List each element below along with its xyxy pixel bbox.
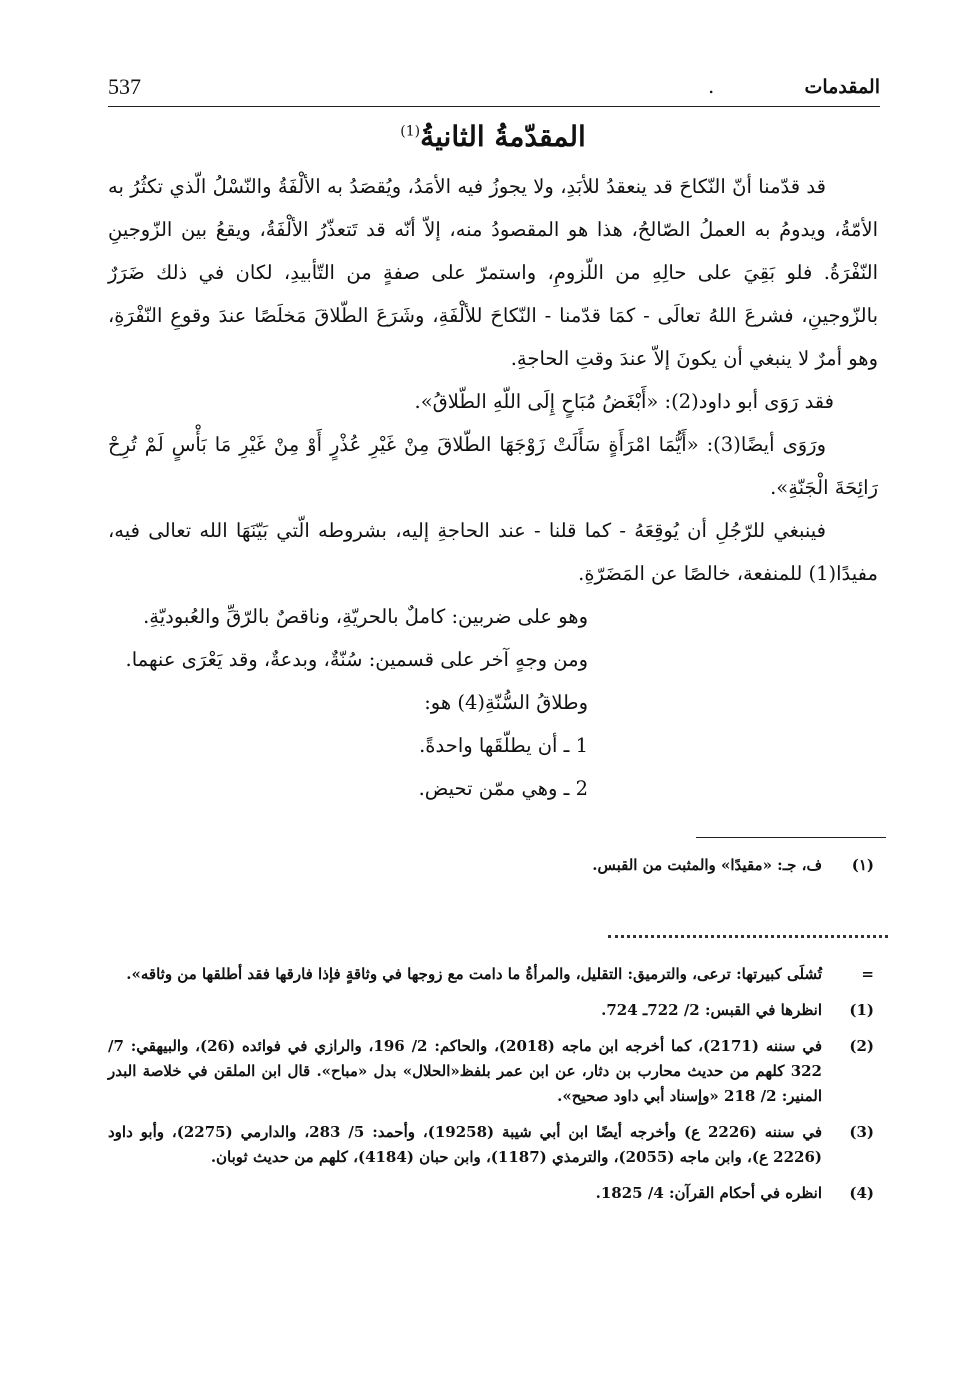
footnote-item [108,1181,878,1206]
footnote-number: (2) [849,1037,874,1055]
editor-footnotes [108,853,878,889]
paragraph-hadith-1: فقد رَوَى أبو داود(2): «أَبْغَضُ مُبَاحٍ إِلَى اللّهِ الطّلاقُ». [414,390,834,413]
footnote-item [108,1034,878,1109]
footnote-item [108,853,878,878]
footnote-number: (4) [849,1184,874,1202]
header-dot: . [708,74,715,98]
footnote-number: = [861,965,874,983]
footnote-text: في سننه (2226 ع) وأخرجه أيضًا ابن أبي شيبة (19258)، وأحمد: 5/ 283، والدارمي (2275)، وأبو داود (2226 ع)، وابن ماجه (2055)، والترمذي (1187)، وابن حبان (4184)، كلهم من حديث ثوبان. [108,1123,822,1166]
footnote-number: (1) [849,1001,874,1019]
footnote-text: في سننه (2171)، كما أخرجه ابن ماجه (2018)، والحاكم: 2/ 196، والرازي في فوائده (26)، والبيهقي: 7/ 322 كلهم من حديث محارب بن دثار، عن ابن عمر بلفظ«الحلال» بدل «مباح». قال ابن الملقن في خلاصة البدر المنير: 2/ 218 «وإسناد أبي داود صحيح». [108,1037,822,1105]
paragraph-conclusion: فينبغي للرّجُلِ أن يُوقِعَهُ - كما قلنا - عند الحاجةِ إليه، بشروطه الّتي بَيّنَهَا الله تعالى فيه، مفيدًا(1) للمنفعة، خالصًا عن المَضَرّةِ. [108,519,878,585]
author-footnotes [108,962,878,1217]
title-note-ref: (1) [400,123,421,140]
text-line-item-1: 1 ـ أن يطلّقَها واحدةً. [419,734,588,757]
section-title [108,120,878,153]
text-line-types: وهو على ضربين: كاملٌ بالحريّةِ، وناقصٌ بالرّقِّ والعُبوديّةِ. [143,605,588,628]
footnote-text: انظرها في القبس: 2/ 722ـ 724. [601,1001,822,1019]
footnote-item [108,1120,878,1170]
text-line-definition: وطلاقُ السُّنّةِ(4) هو: [424,691,588,714]
header-rule [108,106,880,107]
page-number: 537 [108,74,141,99]
text-line-sunna: ومن وجهٍ آخر على قسمين: سُنّةٌ، وبدعةٌ، وقد يَعْرَى عنهما. [125,648,588,671]
page-header [108,72,880,106]
text-line-item-2: 2 ـ وهي ممّن تحيض. [418,777,588,800]
footnote-item [108,998,878,1023]
running-head: المقدمات [804,76,880,98]
footnote-text: تُشلَى كبيرتها: ترعى، والترميق: التقليل، والمرأةُ ما دامت مع زوجها في وثاقةٍ فإذا فارقها فقد أطلقها من وثاقه». [126,965,822,983]
main-text [108,118,878,810]
section-title-text: المقدّمةُ الثانيةُ [420,120,586,153]
dotted-separator [608,935,888,938]
footnote-number: (١) [851,856,874,874]
paragraph-hadith-2: ورَوَى أيضًا(3): «أَيُّمَا امْرَأَةٍ سَأَلَتْ زَوْجَهَا الطّلاقَ مِنْ غَيْرِ عُذْرٍ أَوْ مِنْ غَيْرِ مَا بَأْسٍ لَمْ تُرِحْ رَائِحَةَ الْجَنّةِ». [108,433,878,499]
footnote-number: (3) [849,1123,874,1141]
footnote-item [108,962,878,987]
footnote-rule [696,837,886,838]
paragraph-intro: قد قدّمنا أنّ النّكاحَ قد ينعقدُ للأبَدِ، ولا يجوزُ فيه الأمَدُ، ويُقصَدُ به الألْفَةُ والنّسْلُ الّذي تكثُرُ به الأمّةُ، ويدومُ به العملُ الصّالحُ، هذا هو المقصودُ منه، إلاّ أنّه قد تَتعذّرُ الألْفَةُ، ويقعُ بين الزّوجينِ النّفْرَةُ. فلو بَقِيَ على حالِهِ من اللّزومِ، واستمرّ على صفةٍ من التّأبيدِ، لكان في ذلك ضَرَرٌ بالزّوجينِ، فشرعَ اللهُ تعالَى - كمَا قدّمنا - النّكاحَ للألْفَةِ، وشَرَعَ الطّلاقَ مَخلَصًا عندَ وقوعِ النّفْرَةِ، وهو أمرٌ لا ينبغي أن يكونَ إلاّ عندَ وقتِ الحاجةِ. [108,175,878,370]
footnote-text: ف، جـ: «مقيدًا» والمثبت من القبس. [592,856,822,874]
footnote-text: انظره في أحكام القرآن: 4/ 1825. [595,1184,822,1202]
